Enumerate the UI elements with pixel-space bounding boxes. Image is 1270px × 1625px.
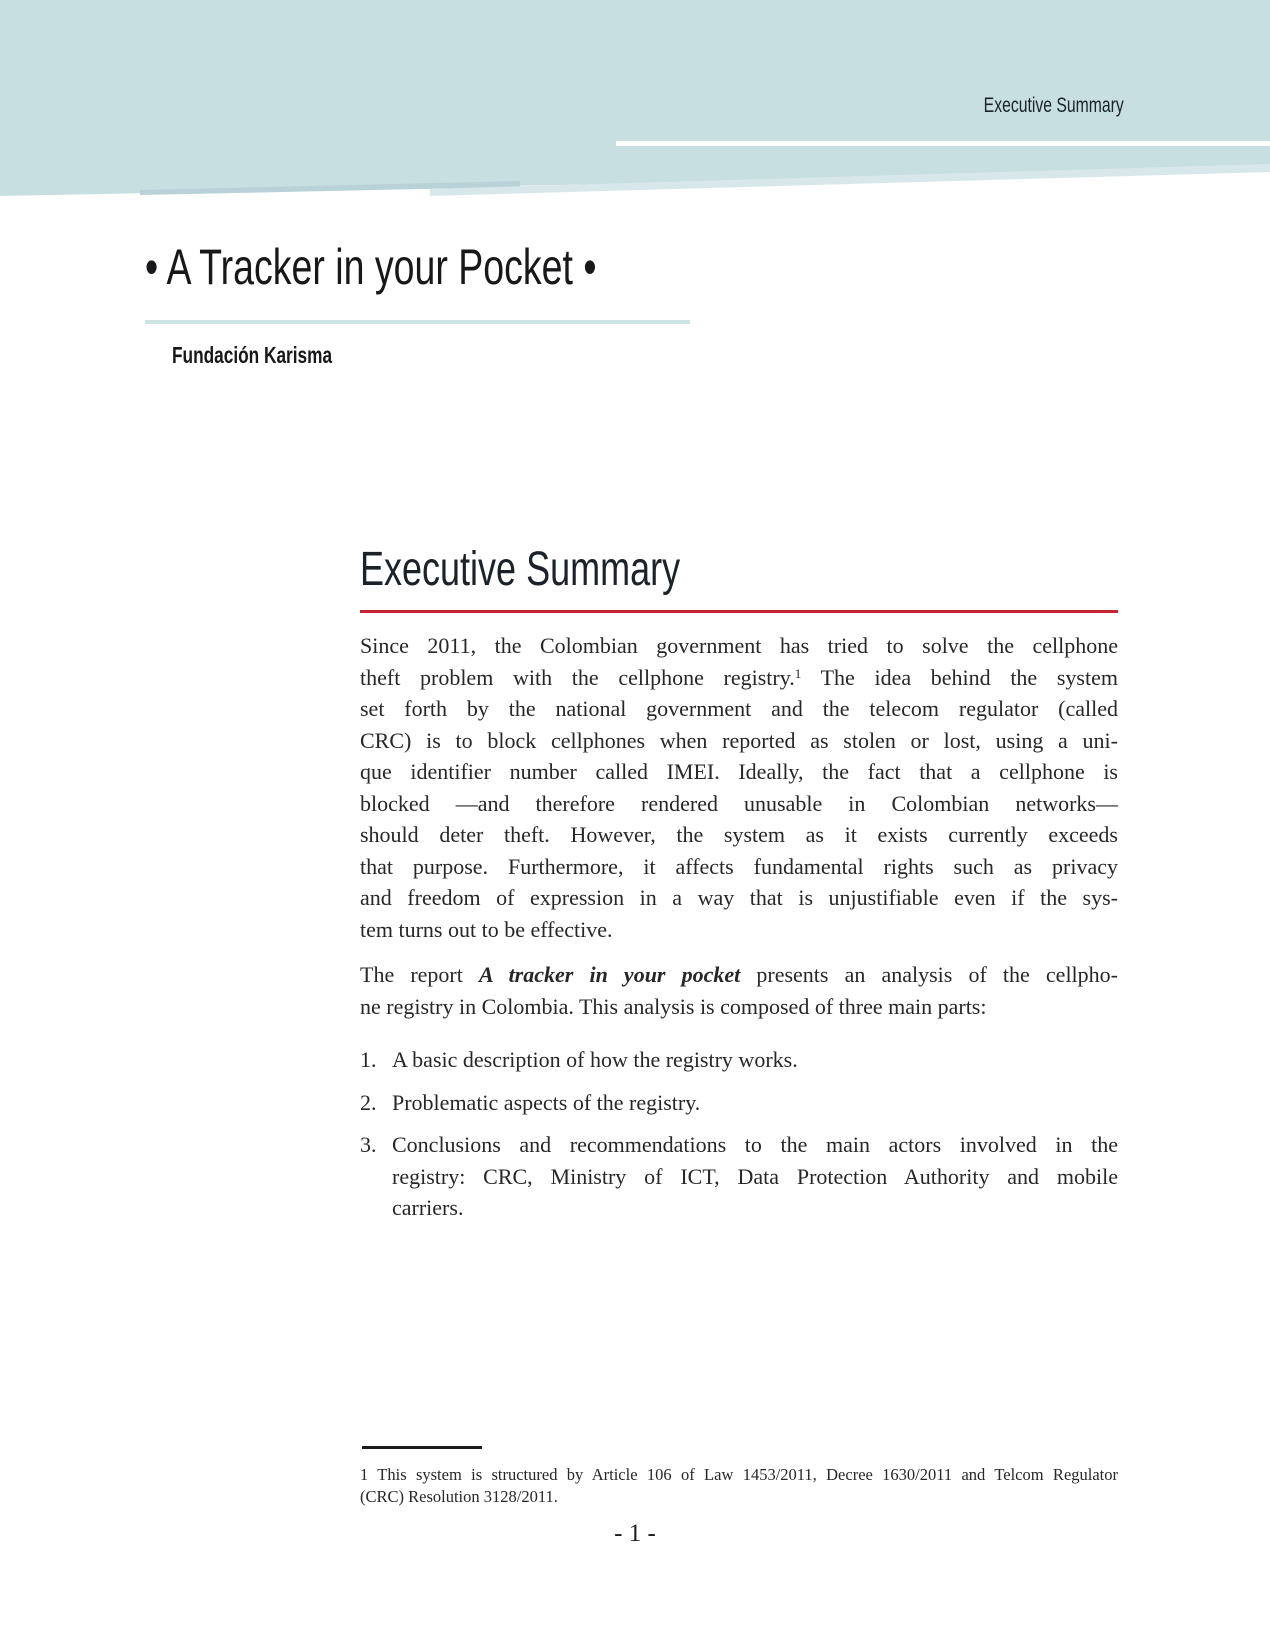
text-line — [360, 756, 1118, 788]
text-line — [360, 693, 1118, 725]
header-band — [0, 0, 1270, 210]
list-item — [360, 1129, 1118, 1224]
text-line — [360, 725, 1118, 757]
page-number: - 1 - — [614, 1520, 656, 1547]
report-title — [145, 238, 747, 296]
text-segment: tem turns out to be effective. — [360, 916, 613, 942]
text-segment: presents an analysis of the cellpho- — [740, 962, 1119, 987]
list-item-text — [392, 1087, 1118, 1119]
body-text — [360, 630, 1118, 1224]
paragraph — [360, 959, 1118, 1022]
footnote — [360, 1464, 1118, 1508]
text-line — [360, 882, 1118, 914]
list-item-number: 3. — [360, 1132, 377, 1157]
paragraphs — [360, 630, 1118, 1022]
text-segment: theft problem with the cellphone registry. — [360, 664, 795, 690]
report-subtitle-text: Fundación Karisma — [172, 342, 333, 368]
list-item-text — [392, 1129, 1118, 1224]
text-segment: A tracker in your pocket — [478, 962, 741, 987]
text-segment: que identifier number called IMEI. Ideally, the fact that a cellphone is — [360, 759, 1118, 784]
title-underline — [145, 320, 690, 324]
text-segment: CRC) is to block cellphones when reported as stolen or lost, using a uni- — [360, 727, 1118, 753]
text-line — [360, 1486, 1118, 1508]
text-segment: The report — [360, 962, 479, 987]
report-title-text: • A Tracker in your Pocket • — [145, 239, 597, 295]
text-segment: that purpose. Furthermore, it affects fundamental rights such as privacy — [360, 853, 1118, 879]
text-line — [360, 914, 1118, 946]
text-line — [360, 819, 1118, 851]
footnote-marker: 1 — [794, 665, 802, 681]
running-header — [937, 93, 1124, 118]
text-segment: Problematic aspects of the registry. — [392, 1089, 701, 1115]
text-line — [360, 851, 1118, 883]
footnote-rule — [362, 1446, 482, 1449]
text-segment: 1 This system is structured by Article 106 of Law 1453/2011, Decree 1630/2011 and Telcom Regulator — [360, 1465, 1118, 1484]
text-segment: carriers. — [392, 1195, 464, 1220]
list-item-number: 1. — [360, 1047, 377, 1072]
text-line — [392, 1129, 1118, 1161]
text-line — [360, 959, 1118, 991]
section-heading-text: Executive Summary — [360, 543, 681, 596]
section-heading — [360, 542, 787, 597]
text-line — [360, 662, 1118, 694]
text-line — [392, 1161, 1118, 1193]
text-segment: blocked —and therefore rendered unusable in Colombian networks— — [360, 790, 1118, 816]
text-line — [392, 1192, 1118, 1224]
text-segment: registry: CRC, Ministry of ICT, Data Protection Authority and mobile — [392, 1163, 1118, 1189]
text-segment: ne registry in Colombia. This analysis is composed of three main parts: — [360, 993, 987, 1019]
list-item-text — [392, 1044, 1118, 1076]
text-line — [392, 1044, 1118, 1076]
text-line — [360, 788, 1118, 820]
text-line — [360, 1464, 1118, 1486]
list-item — [360, 1087, 1118, 1119]
text-segment: Conclusions and recommendations to the main actors involved in the — [392, 1132, 1118, 1157]
text-segment: The idea behind the system — [801, 664, 1118, 690]
list-item — [360, 1044, 1118, 1076]
numbered-list — [360, 1044, 1118, 1224]
text-segment: (CRC) Resolution 3128/2011. — [360, 1487, 558, 1506]
running-header-label: Executive Summary — [983, 94, 1124, 117]
text-segment: Since 2011, the Colombian government has tried to solve the cellphone — [360, 633, 1118, 658]
section-underline — [360, 610, 1118, 613]
text-line — [360, 630, 1118, 662]
report-subtitle — [172, 342, 385, 369]
header-white-rule — [616, 141, 1270, 146]
paragraph — [360, 630, 1118, 945]
text-segment: A basic description of how the registry works. — [392, 1047, 798, 1072]
text-line — [392, 1087, 1118, 1119]
text-line — [360, 991, 1118, 1023]
text-segment: set forth by the national government and the telecom regulator (called — [360, 696, 1118, 721]
text-segment: and freedom of expression in a way that is unjustifiable even if the sys- — [360, 885, 1118, 910]
list-item-number: 2. — [360, 1089, 377, 1115]
text-segment: should deter theft. However, the system as it exists currently exceeds — [360, 822, 1118, 847]
